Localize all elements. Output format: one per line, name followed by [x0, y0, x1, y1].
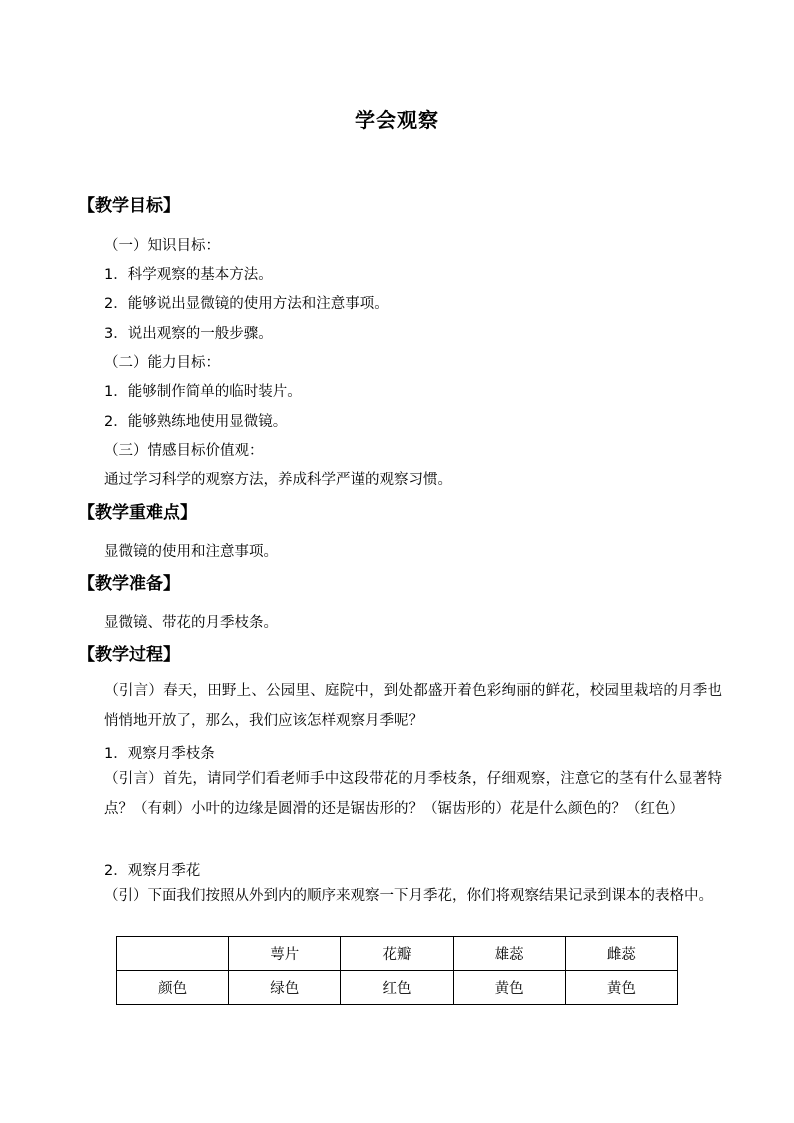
knowledge-item: 1．科学观察的基本方法。: [104, 267, 273, 283]
emotion-heading: （三）情感目标价值观：: [104, 443, 264, 459]
emotion-text: 通过学习科学的观察方法，养成科学严谨的观察习惯。: [104, 472, 452, 488]
process-intro-paragraph: [104, 676, 722, 736]
step2-paragraph: [104, 881, 722, 911]
table-cell: 黄色: [453, 971, 565, 1005]
knowledge-heading: （一）知识目标：: [104, 238, 220, 254]
step1-heading: 1．观察月季枝条: [104, 746, 215, 762]
step1-paragraph: [104, 764, 722, 824]
table-cell: 雌蕊: [565, 937, 677, 971]
table-cell: 红色: [341, 971, 453, 1005]
step1-text: （引言）首先，请同学们看老师手中这段带花的月季枝条，仔细观察，注意它的茎有什么显著特点？（有刺）小叶的边缘是圆滑的还是锯齿形的？（锯齿形的）花是什么颜色的？（红色）: [104, 771, 722, 817]
knowledge-item: 2．能够说出显微镜的使用方法和注意事项。: [104, 296, 389, 312]
table-cell: 黄色: [565, 971, 677, 1005]
process-intro-text: （引言）春天，田野上、公园里、庭院中，到处都盛开着色彩绚丽的鲜花，校园里栽培的月季也悄悄地开放了，那么，我们应该怎样观察月季呢？: [104, 683, 722, 729]
step2-heading: 2．观察月季花: [104, 863, 201, 879]
table-cell: 颜色: [117, 971, 229, 1005]
table-cell: 雄蕊: [453, 937, 565, 971]
key-points-text: 显微镜的使用和注意事项。: [104, 544, 278, 560]
step2-text: （引）下面我们按照从外到内的顺序来观察一下月季花，你们将观察结果记录到课本的表格中。: [104, 888, 713, 904]
table-header-row: [117, 937, 678, 971]
section-heading-key-points: 【教学重难点】: [78, 503, 197, 523]
knowledge-item: 3．说出观察的一般步骤。: [104, 326, 273, 342]
observation-table: [116, 936, 678, 1005]
page-title: 学会观察: [355, 108, 439, 132]
ability-heading: （二）能力目标：: [104, 355, 220, 371]
table-cell: [117, 937, 229, 971]
table-cell: 花瓣: [341, 937, 453, 971]
ability-item: 2．能够熟练地使用显微镜。: [104, 414, 288, 430]
preparation-text: 显微镜、带花的月季枝条。: [104, 615, 278, 631]
table-cell: 绿色: [229, 971, 341, 1005]
section-heading-goals: 【教学目标】: [78, 196, 180, 216]
section-heading-process: 【教学过程】: [78, 645, 180, 665]
table-cell: 萼片: [229, 937, 341, 971]
section-heading-preparation: 【教学准备】: [78, 574, 180, 594]
table-row: [117, 971, 678, 1005]
ability-item: 1．能够制作简单的临时装片。: [104, 384, 302, 400]
